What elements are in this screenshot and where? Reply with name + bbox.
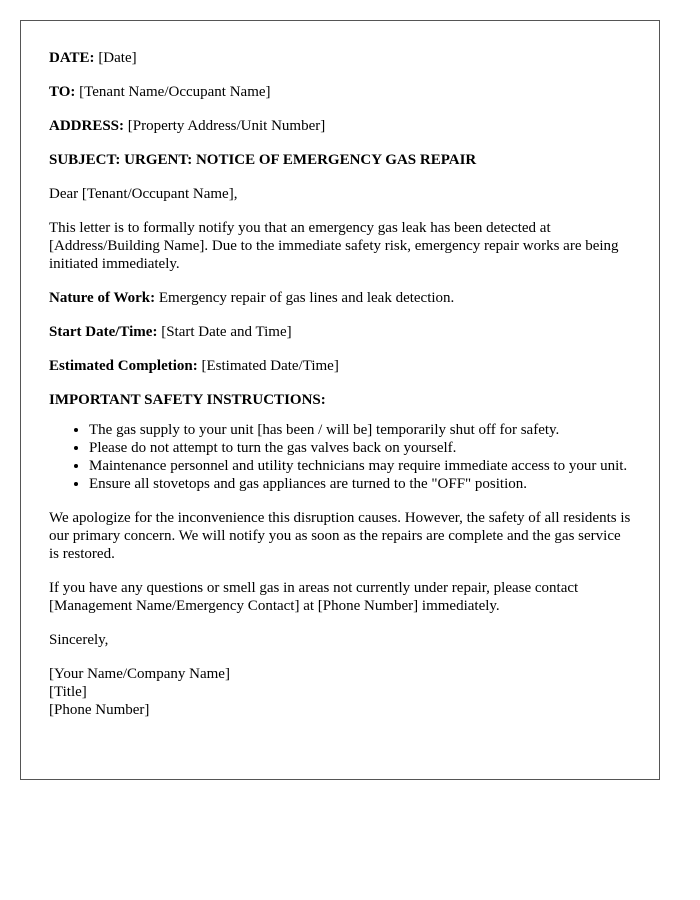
to-line: TO: [Tenant Name/Occupant Name] xyxy=(49,84,271,100)
date-line: DATE: [Date] xyxy=(49,50,137,66)
intro-paragraph: This letter is to formally notify you that an emergency gas leak has been detected at [Address/Building Name]. Due to the immediate safety risk, emergency repair works are being initiated immediately. xyxy=(49,220,619,272)
contact-paragraph: If you have any questions or smell gas in areas not currently under repair, please contact [Management Name/Emergency Contact] at [Phone Number] immediately. xyxy=(49,580,579,614)
safety-list xyxy=(49,421,631,493)
signature-title: [Title] xyxy=(49,684,87,700)
signature-phone: [Phone Number] xyxy=(49,702,150,718)
nature-of-work: Nature of Work: Emergency repair of gas lines and leak detection. xyxy=(49,290,455,306)
salutation: Dear [Tenant/Occupant Name], xyxy=(49,186,238,202)
signature-block xyxy=(49,665,631,719)
safety-heading: IMPORTANT SAFETY INSTRUCTIONS: xyxy=(49,392,326,408)
letter xyxy=(20,20,660,780)
estimated-completion: Estimated Completion: [Estimated Date/Time] xyxy=(49,358,339,374)
closing: Sincerely, xyxy=(49,632,109,648)
start-date: Start Date/Time: [Start Date and Time] xyxy=(49,324,292,340)
list-item: • Ensure all stovetops and gas appliances are turned to the "OFF" position. xyxy=(89,475,631,493)
signature-name: [Your Name/Company Name] xyxy=(49,666,230,682)
list-item: • Maintenance personnel and utility technicians may require immediate access to your unit. xyxy=(89,457,631,475)
address-line: ADDRESS: [Property Address/Unit Number] xyxy=(49,118,326,134)
apology-paragraph: We apologize for the inconvenience this disruption causes. However, the safety of all residents is our primary concern. We will notify you as soon as the repairs are complete and the gas service is restored. xyxy=(49,510,631,562)
list-item: • Please do not attempt to turn the gas valves back on yourself. xyxy=(89,439,631,457)
list-item: • The gas supply to your unit [has been / will be] temporarily shut off for safety. xyxy=(89,421,631,439)
subject-line: SUBJECT: URGENT: NOTICE OF EMERGENCY GAS REPAIR xyxy=(49,152,477,168)
